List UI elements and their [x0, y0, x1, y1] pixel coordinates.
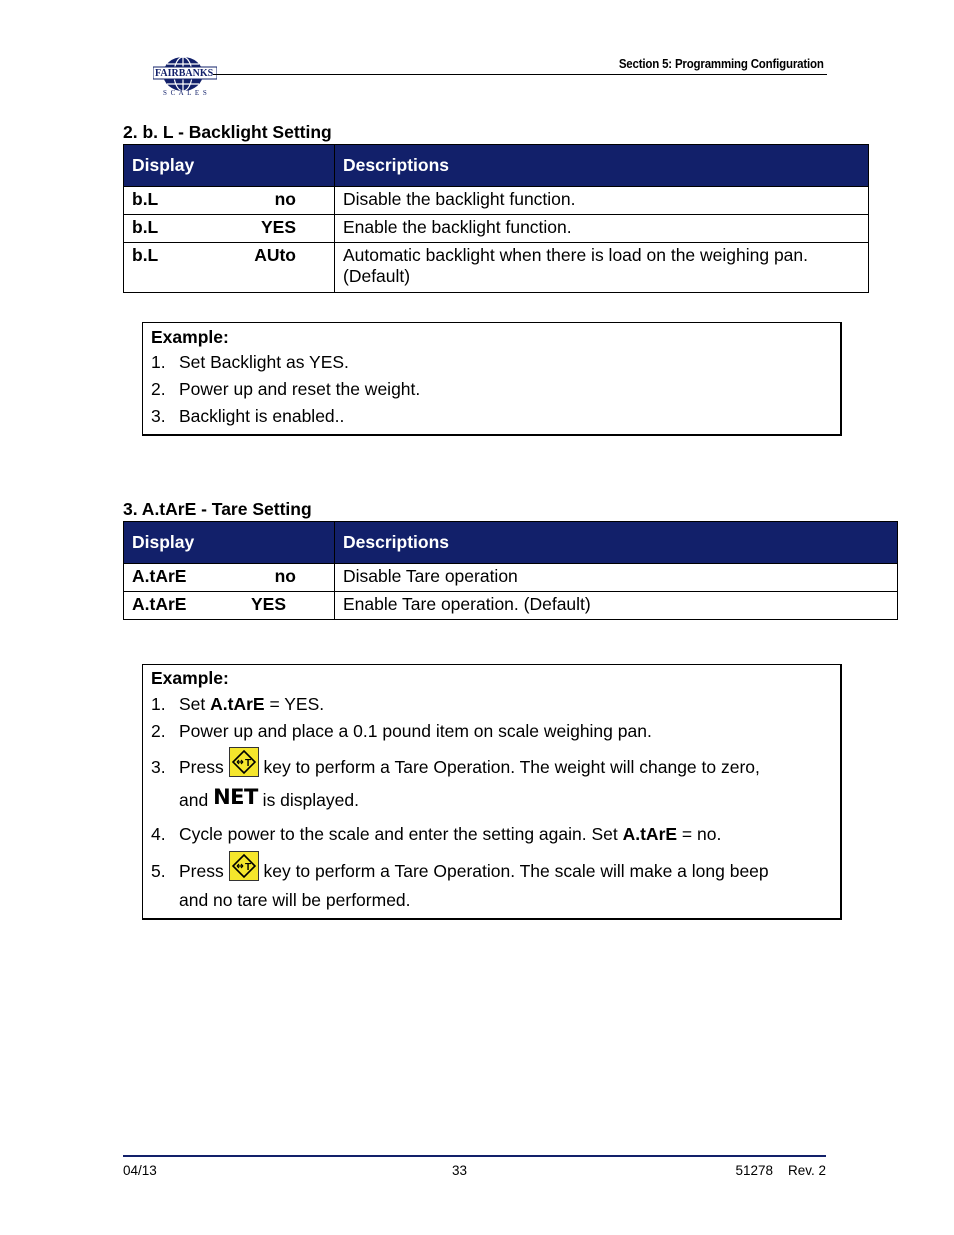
- tare-example-box: [142, 664, 842, 920]
- example-step: 3. Press T key to perform a Tare Operation. The weight will change to zero,: [151, 747, 760, 778]
- display-value: YES: [260, 217, 296, 237]
- column-header-display: Display: [124, 145, 335, 187]
- svg-text:T: T: [244, 862, 251, 873]
- display-code: A.tArE: [132, 594, 187, 614]
- table-row: [124, 215, 869, 243]
- example-title: Example:: [151, 668, 229, 688]
- tare-table: [123, 521, 898, 620]
- tare-key-icon: [229, 851, 259, 881]
- net-indicator-icon: NET: [213, 785, 258, 809]
- backlight-table: [123, 144, 869, 293]
- display-cell: [124, 187, 335, 215]
- description-cell: Disable the backlight function.: [335, 187, 869, 215]
- example-step-continuation: and NET is displayed.: [179, 785, 359, 810]
- table-row: [124, 592, 898, 620]
- column-header-display: Display: [124, 522, 335, 564]
- description-cell: Disable Tare operation: [335, 564, 898, 592]
- display-code: b.L: [132, 189, 159, 209]
- description-cell: Enable the backlight function.: [335, 215, 869, 243]
- header-rule: [213, 74, 827, 75]
- display-cell: [124, 215, 335, 243]
- description-line: (Default): [343, 266, 411, 286]
- table-row: [124, 243, 869, 293]
- example-step: 2. Power up and reset the weight.: [151, 379, 421, 399]
- table-header-row: [124, 522, 898, 564]
- example-step: 3. Backlight is enabled..: [151, 406, 345, 426]
- description-cell: [335, 243, 869, 293]
- example-step: 5. Press T key to perform a Tare Operation. The scale will make a long beep: [151, 851, 769, 882]
- example-title: Example:: [151, 327, 229, 347]
- fairbanks-logo: [153, 52, 217, 100]
- table-header-row: [124, 145, 869, 187]
- display-cell: [124, 243, 335, 293]
- display-value: no: [274, 189, 296, 209]
- table-row: [124, 187, 869, 215]
- example-step: 1. Set A.tArE = YES.: [151, 694, 325, 714]
- backlight-example-box: [142, 322, 842, 436]
- svg-text:T: T: [244, 758, 251, 769]
- logo-subtext: S C A L E S: [163, 89, 208, 97]
- display-cell: [124, 564, 335, 592]
- example-step: 4. Cycle power to the scale and enter the setting again. Set A.tArE = no.: [151, 824, 722, 844]
- display-value: AUto: [254, 245, 296, 265]
- display-cell: [124, 592, 335, 620]
- display-value: YES: [250, 594, 286, 614]
- logo-text: FAIRBANKS: [155, 68, 214, 79]
- page-number: 33: [452, 1163, 468, 1178]
- footer-rule: [123, 1155, 826, 1157]
- column-header-descriptions: Descriptions: [335, 522, 898, 564]
- document-number: 51278 Rev. 2: [735, 1163, 826, 1178]
- display-value: no: [274, 566, 296, 586]
- tare-heading: 3. A.tArE - Tare Setting: [123, 499, 312, 519]
- backlight-heading: 2. b. L - Backlight Setting: [123, 122, 332, 142]
- description-line: Automatic backlight when there is load on the weighing pan.: [343, 245, 809, 265]
- display-code: A.tArE: [132, 566, 187, 586]
- display-code: b.L: [132, 245, 159, 265]
- table-row: [124, 564, 898, 592]
- footer-date: 04/13: [123, 1163, 157, 1178]
- column-header-descriptions: Descriptions: [335, 145, 869, 187]
- example-step: 1. Set Backlight as YES.: [151, 352, 349, 372]
- description-cell: Enable Tare operation. (Default): [335, 592, 898, 620]
- example-step: 2. Power up and place a 0.1 pound item on scale weighing pan.: [151, 721, 652, 741]
- section-title: Section 5: Programming Configuration: [619, 57, 824, 71]
- example-step-continuation: and no tare will be performed.: [179, 890, 411, 910]
- display-code: b.L: [132, 217, 159, 237]
- tare-key-icon: [229, 747, 259, 777]
